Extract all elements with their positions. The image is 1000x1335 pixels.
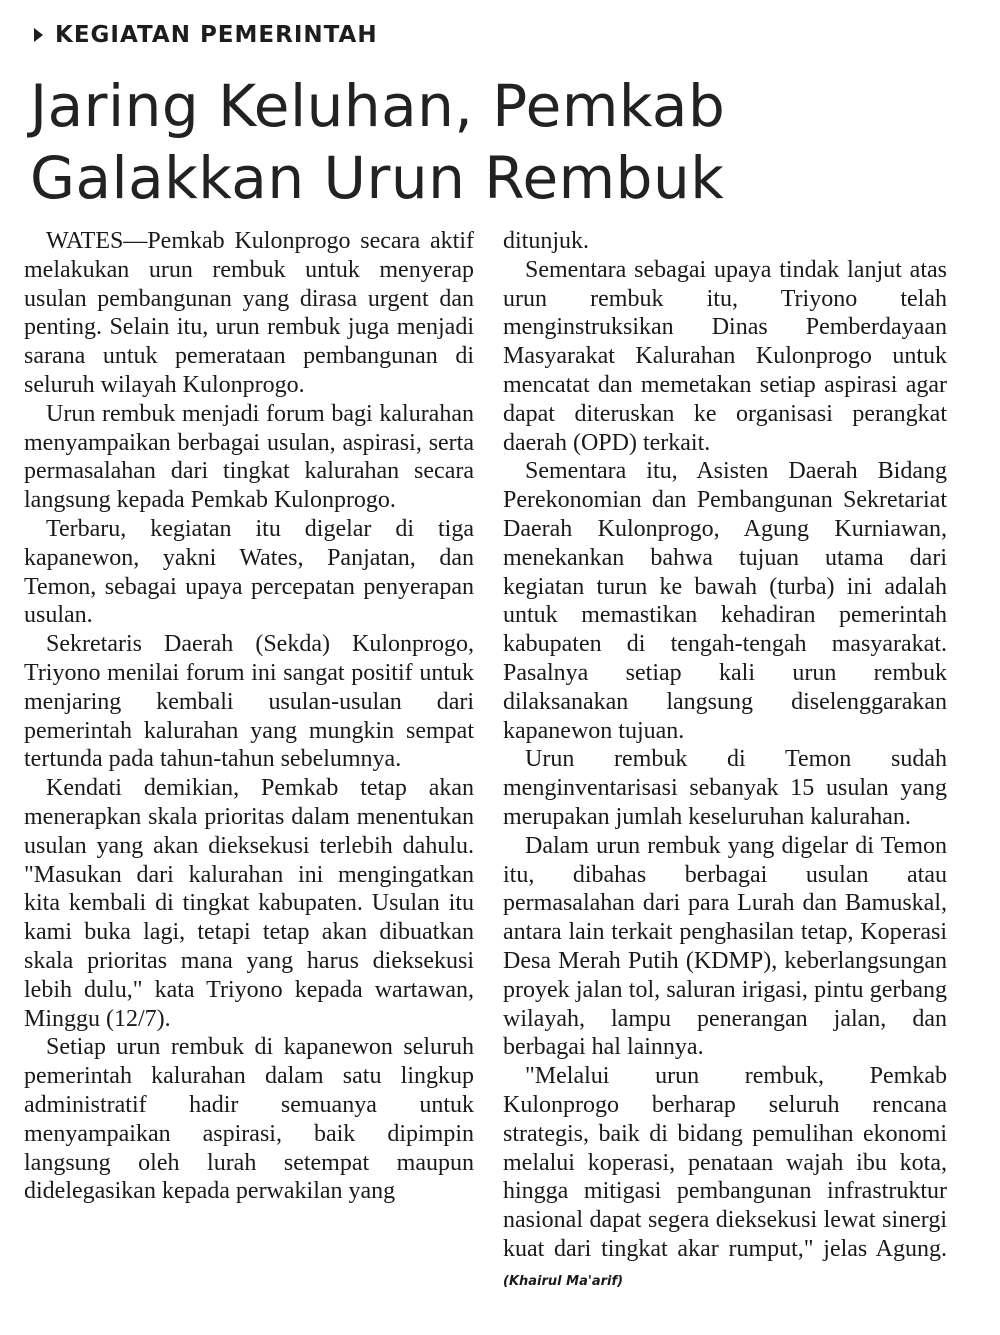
headline-line-1: Jaring Keluhan, Pemkab <box>30 72 726 140</box>
paragraph: Kendati demikian, Pemkab tetap akan menerapkan skala prioritas dalam menentukan usulan yang akan dieksekusi terlebih dahulu. "Masukan dari kalurahan ini mengingatkan kita kembali di tingkat kabupaten. Usulan itu kami buka lagi, tetapi tetap akan dibuatkan skala prioritas mana yang harus dieksekusi lebih dulu," kata Triyono kepada wartawan, Minggu (12/7). <box>24 775 474 1032</box>
paragraph: Sekretaris Daerah (Sekda) Kulonprogo, Triyono menilai forum ini sangat positif untuk menjaring kembali usulan-usulan dari pemerintah kalurahan yang mungkin sempat tertunda pada tahun-tahun sebelumnya. <box>24 631 474 773</box>
paragraph: Terbaru, kegiatan itu digelar di tiga kapanewon, yakni Wates, Panjatan, dan Temon, sebagai upaya percepatan penyerapan usulan. <box>24 515 474 629</box>
paragraph: Dalam urun rembuk yang digelar di Temon itu, dibahas berbagai usulan atau permasalahan dari para Lurah dan Bamuskal, antara lain terkait penghasilan tetap, Koperasi Desa Merah Putih (KDMP), keberlangsungan proyek jalan tol, saluran irigasi, pintu gerbang wilayah, lampu penerangan jalan, dan berbagai hal lainnya. <box>503 832 947 1061</box>
paragraph: WATES—Pemkab Kulonprogo secara aktif melakukan urun rembuk untuk menyerap usulan pembangunan yang dirasa urgent dan penting. Selain itu, urun rembuk juga menjadi sarana untuk pemerataan pembangunan di seluruh wilayah Kulonprogo. <box>24 228 474 398</box>
byline: (Khairul Ma'arif) <box>503 1273 624 1289</box>
section-kicker <box>34 22 378 48</box>
paragraph-final <box>503 1062 947 1296</box>
paragraph: Sementara sebagai upaya tindak lanjut atas urun rembuk itu, Triyono telah menginstruksikan Dinas Pemberdayaan Masyarakat Kalurahan Kulonprogo untuk mencatat dan memetakan setiap aspirasi agar dapat diteruskan ke organisasi perangkat daerah (OPD) terkait. <box>503 256 947 456</box>
paragraph-final-text: "Melalui urun rembuk, Pemkab Kulonprogo berharap seluruh rencana strategis, baik di bidang pemulihan ekonomi melalui koperasi, penataan wajah ibu kota, hingga mitigasi pembangunan infrastruktur nasional dapat segera dieksekusi lewat sinergi kuat dari tingkat akar rumput," jelas Agung. <box>503 1063 947 1262</box>
headline-line-2: Galakkan Urun Rembuk <box>30 144 725 212</box>
paragraph: ditunjuk. <box>503 228 590 254</box>
paragraph: Urun rembuk menjadi forum bagi kalurahan menyampaikan berbagai usulan, aspirasi, serta permasalahan dari tingkat kalurahan secara langsung kepada Pemkab Kulonprogo. <box>24 400 474 514</box>
article-column-right <box>503 227 947 1296</box>
play-arrow-icon <box>34 28 43 42</box>
paragraph: Urun rembuk di Temon sudah menginventarisasi sebanyak 15 usulan yang merupakan jumlah keseluruhan kalurahan. <box>503 746 947 830</box>
article-headline <box>30 70 980 214</box>
article-column-left <box>24 227 474 1206</box>
paragraph: Sementara itu, Asisten Daerah Bidang Perekonomian dan Pembangunan Sekretariat Daerah Kulonprogo, Agung Kurniawan, menekankan bahwa tujuan utama dari kegiatan turun ke bawah (turba) ini adalah untuk memastikan kehadiran pemerintah kabupaten di tengah-tengah masyarakat. Pasalnya setiap kali urun rembuk dilaksanakan langsung diselenggarakan kapanewon tujuan. <box>503 458 947 744</box>
paragraph: Setiap urun rembuk di kapanewon seluruh pemerintah kalurahan dalam satu lingkup administratif hadir semuanya untuk menyampaikan aspirasi, baik dipimpin langsung oleh lurah setempat maupun didelegasikan kepada perwakilan yang <box>24 1034 474 1205</box>
section-label: KEGIATAN PEMERINTAH <box>55 22 378 48</box>
